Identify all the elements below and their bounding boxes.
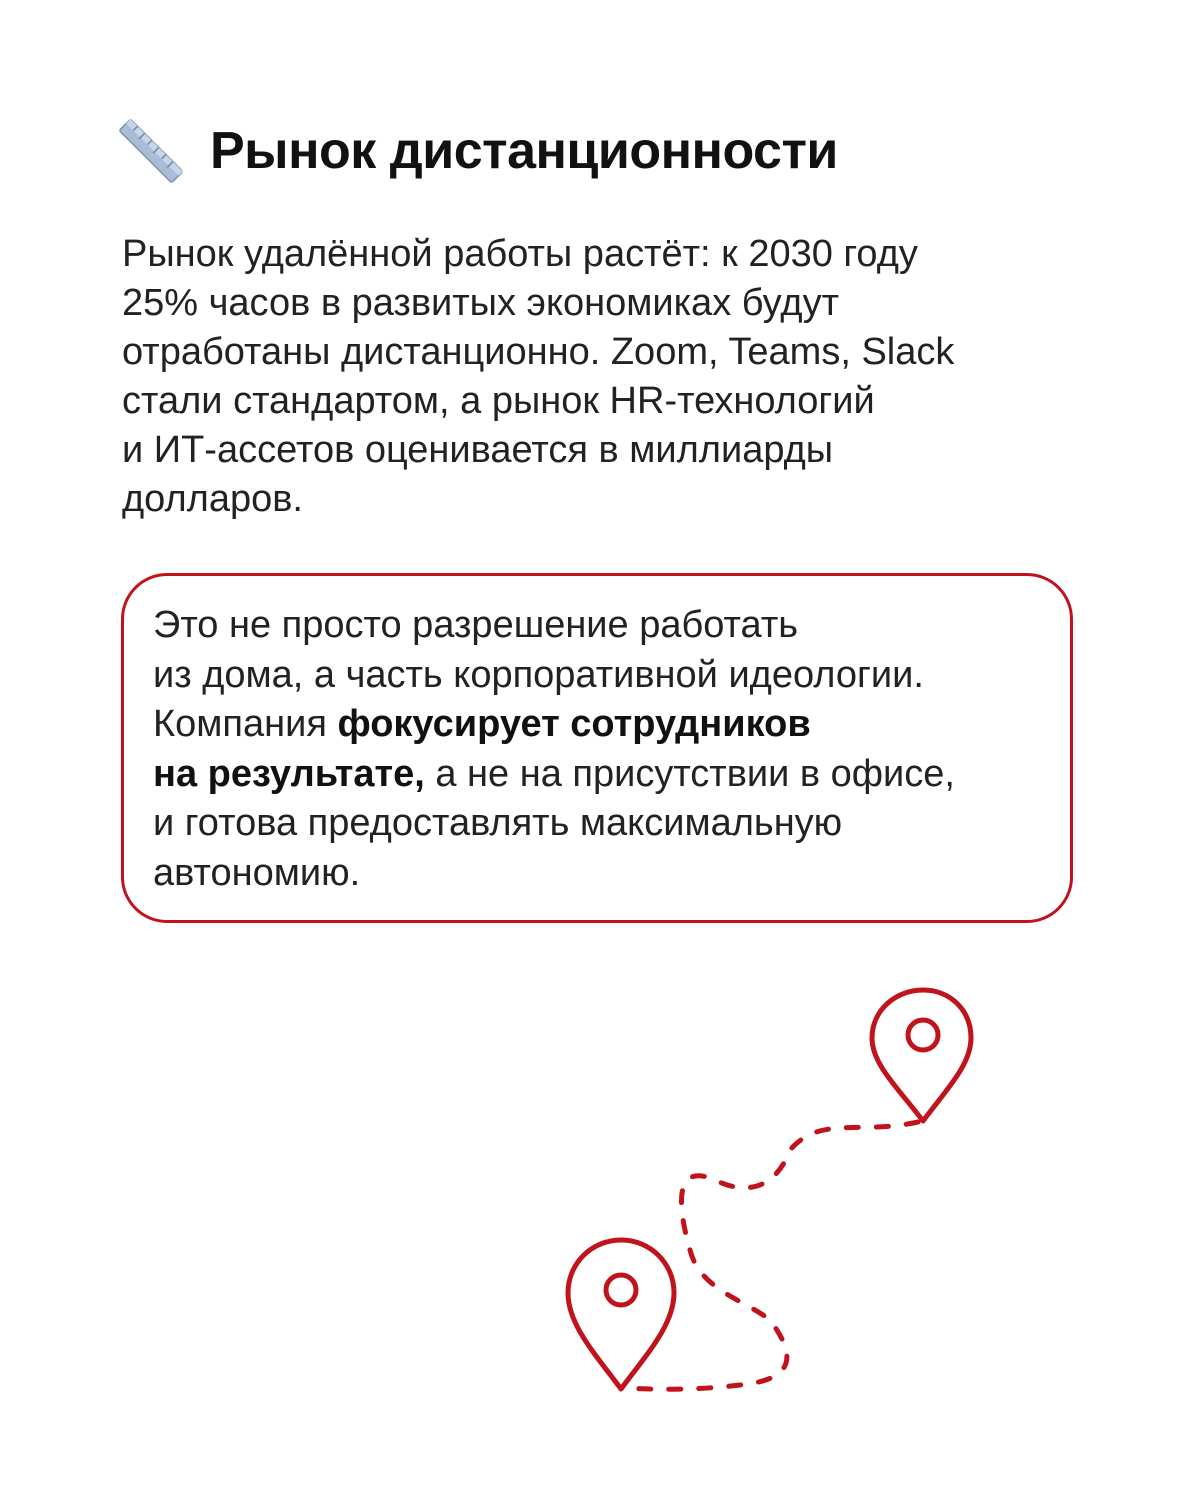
- header: [118, 118, 838, 184]
- page-title: Рынок дистанционности: [210, 122, 838, 180]
- callout-emphasis: фокусирует сотрудников: [337, 703, 811, 745]
- callout-text-regular: Компания: [153, 703, 338, 745]
- dotted-route: [625, 1122, 918, 1389]
- callout-line: и готова предоставлять максимальную: [153, 802, 843, 844]
- map-pin-icon: [872, 990, 971, 1121]
- paragraph-line: и ИТ-ассетов оценивается в миллиарды: [122, 429, 834, 471]
- paragraph-line: долларов.: [122, 478, 303, 520]
- callout-text: [153, 601, 1093, 898]
- callout-line: [153, 700, 1093, 750]
- paragraph-line: отработаны дистанционно. Zoom, Teams, Slack: [122, 331, 955, 373]
- paragraph-line: Рынок удалённой работы растёт: к 2030 году: [122, 233, 918, 275]
- paragraph-line: стали стандартом, а рынок HR-технологий: [122, 380, 875, 422]
- intro-paragraph: [122, 230, 1102, 524]
- callout-line: Это не просто разрешение работать: [153, 604, 799, 646]
- callout-line: автономию.: [153, 851, 361, 894]
- paragraph-line: 25% часов в развитых экономиках будут: [122, 282, 839, 324]
- ruler-icon: [118, 118, 184, 184]
- callout-line: из дома, а часть корпоративной идеологии.: [153, 653, 924, 696]
- callout-emphasis: на результате,: [153, 752, 425, 795]
- callout-line: [153, 750, 1093, 800]
- map-pin-icon: [568, 1240, 674, 1389]
- callout-text-regular: а не на присутствии в офисе,: [424, 752, 955, 795]
